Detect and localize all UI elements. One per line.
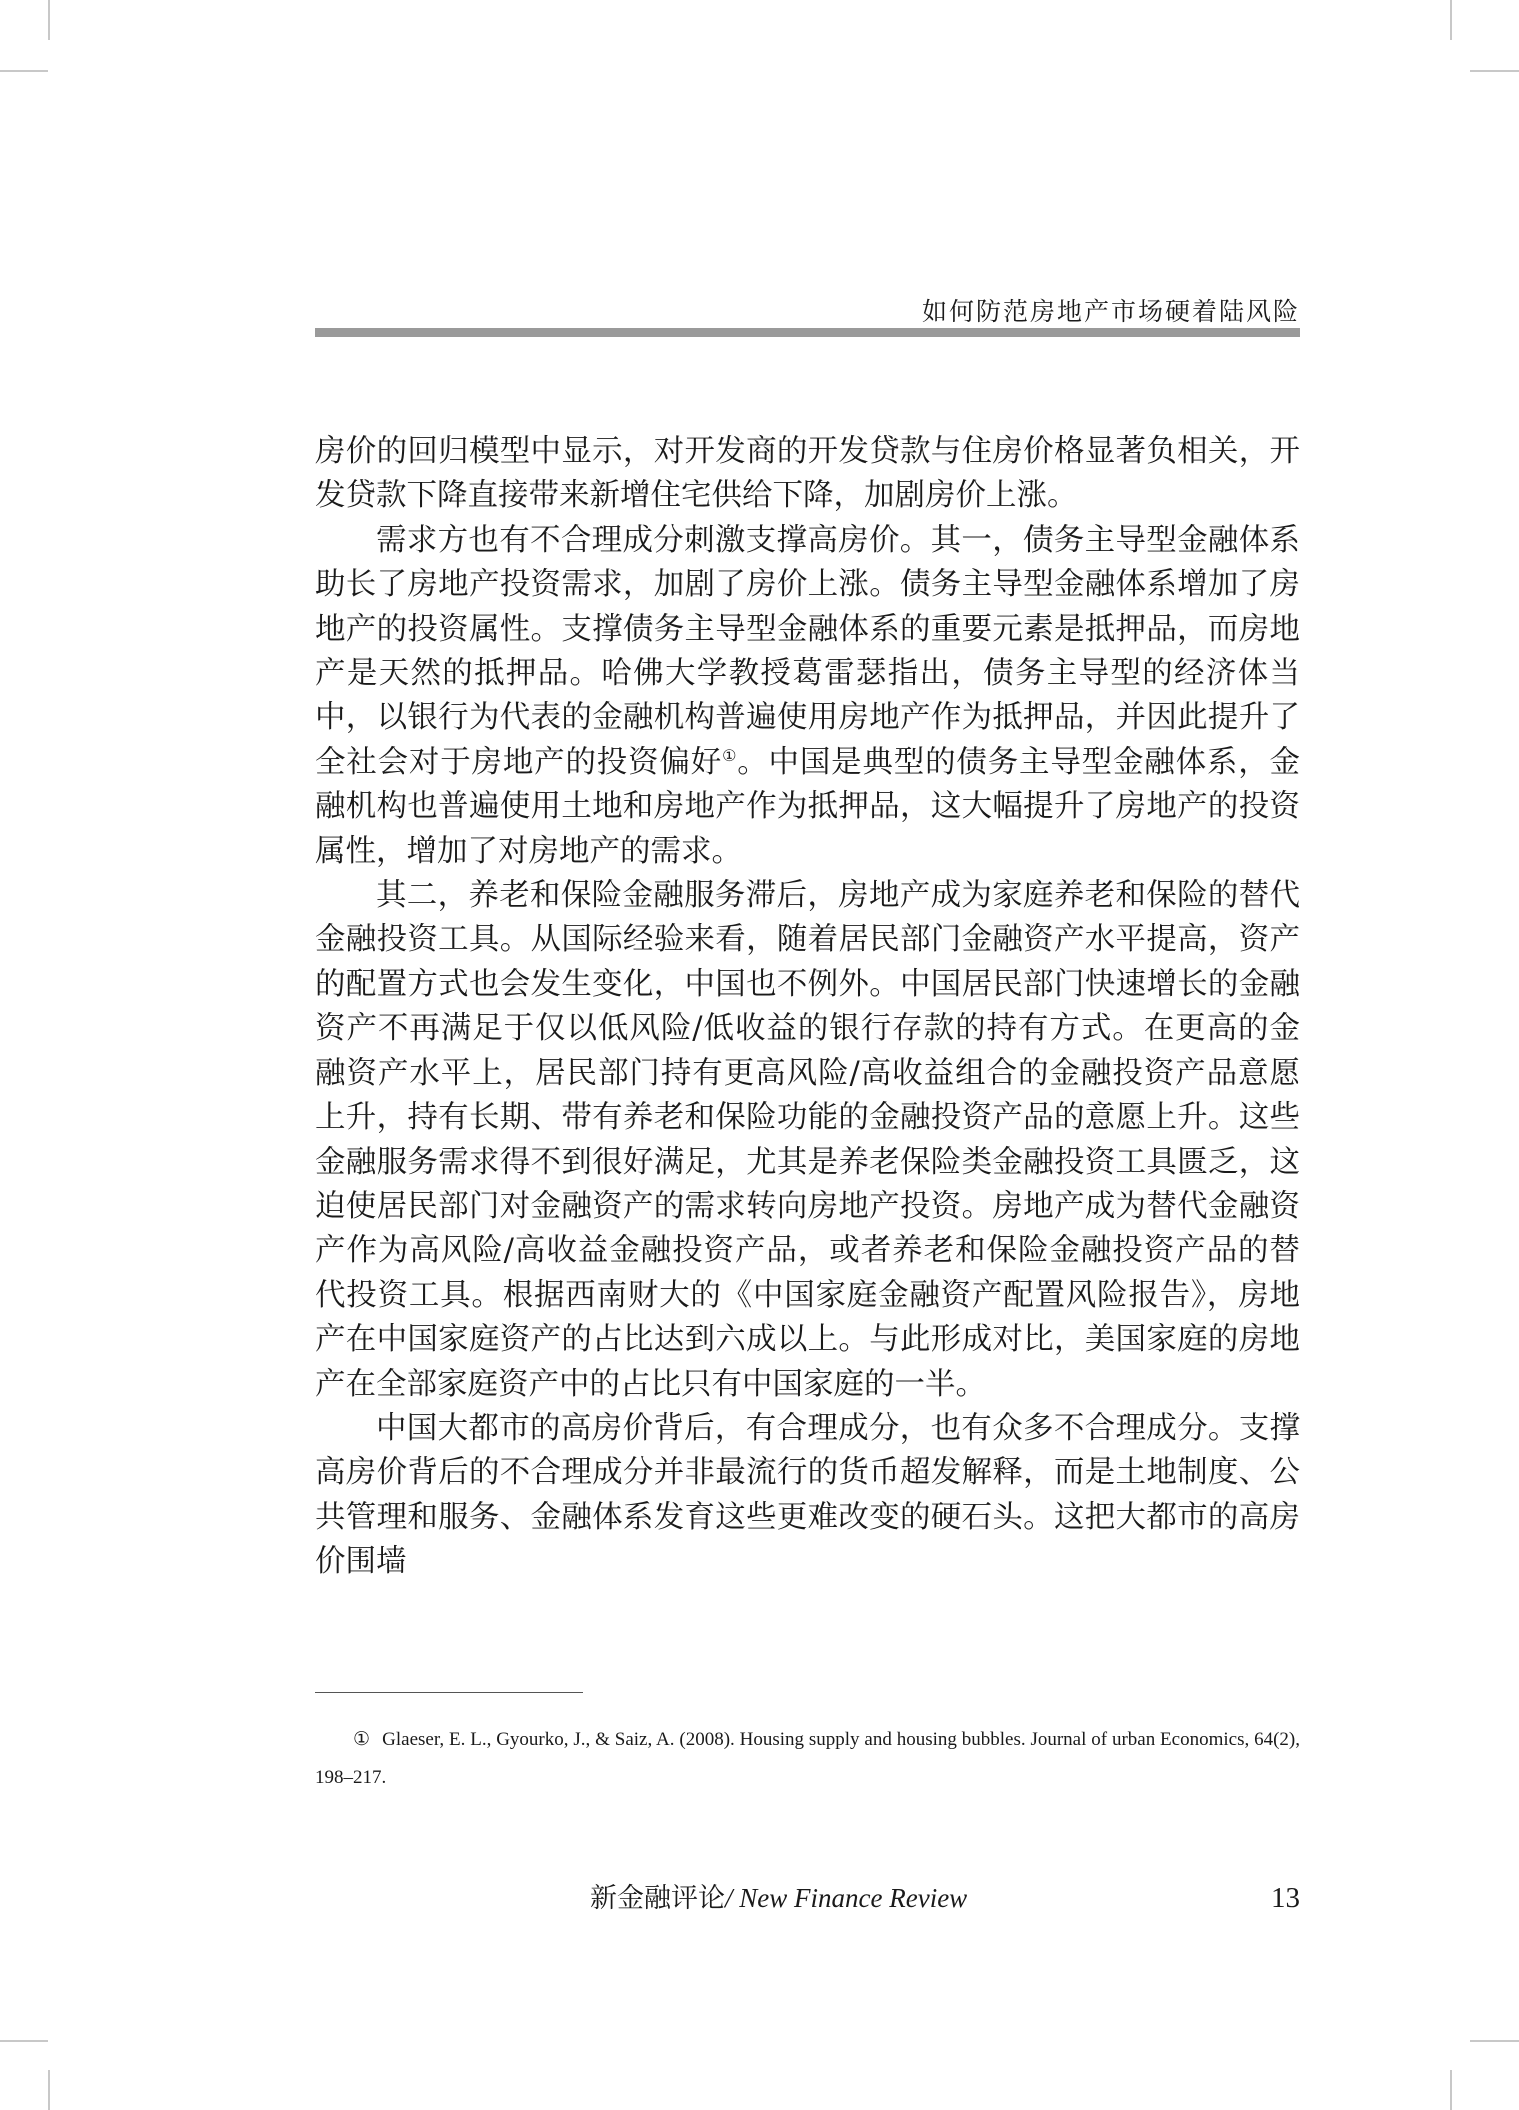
crop-mark-bottom-right-h (1470, 2040, 1519, 2042)
footnote-rule (315, 1692, 583, 1693)
paragraph-3: 其二，养老和保险金融服务滞后，房地产成为家庭养老和保险的替代金融投资工具。从国际经验来看，随着居民部门金融资产水平提高，资产的配置方式也会发生变化，中国也不例外。中国居民部门快速增长的金融资产不再满足于仅以低风险/低收益的银行存款的持有方式。在更高的金融资产水平上，居民部门持有更高风险/高收益组合的金融投资产品意愿上升，持有长期、带有养老和保险功能的金融投资产品的意愿上升。这些金融服务需求得不到很好满足，尤其是养老保险类金融投资工具匮乏，这迫使居民部门对金融资产的需求转向房地产投资。房地产成为替代金融资产作为高风险/高收益金融投资产品，或者养老和保险金融投资产品的替代投资工具。根据西南财大的《中国家庭金融资产配置风险报告》，房地产在中国家庭资产的占比达到六成以上。与此形成对比，美国家庭的房地产在全部家庭资产中的占比只有中国家庭的一半。 (315, 878, 1300, 1402)
paragraph-1: 房价的回归模型中显示，对开发商的开发贷款与住房价格显著负相关，开发贷款下降直接带来新增住宅供给下降，加剧房价上涨。 (315, 434, 1300, 514)
paragraph-2-continued: 。中国是典型的债务主导型金融体系，金融机构也普遍使用土地和房地产作为抵押品，这大幅提升了房地产的投资属性，增加了对房地产的需求。 (315, 744, 1301, 869)
body-text (315, 430, 1300, 1585)
crop-mark-bottom-left (48, 2070, 50, 2110)
header-rule (315, 328, 1300, 337)
crop-mark-top-right-h (1470, 70, 1519, 72)
running-header: 如何防范房地产市场硬着陆风险 (921, 297, 1300, 326)
page-number: 13 (1271, 1882, 1300, 1914)
journal-name-en: New Finance Review (739, 1883, 968, 1913)
footnote-text: Glaeser, E. L., Gyourko, J., & Saiz, A. (2008). Housing supply and housing bubbles. Journal of urban Economics, 64(2), 198–217. (315, 1729, 1300, 1788)
crop-mark-top-left (48, 0, 50, 40)
footnote-reference[interactable]: ① (722, 745, 738, 765)
paragraph-2 (315, 519, 1300, 874)
crop-mark-top-right (1450, 0, 1452, 40)
journal-footer (590, 1878, 967, 1919)
crop-mark-bottom-left-h (0, 2040, 48, 2042)
paragraph-4: 中国大都市的高房价背后，有合理成分，也有众多不合理成分。支撑高房价背后的不合理成分并非最流行的货币超发解释，而是土地制度、公共管理和服务、金融体系发育这些更难改变的硬石头。这把大都市的高房价围墙 (315, 1410, 1300, 1580)
paragraph-2-text: 需求方也有不合理成分刺激支撑高房价。其一，债务主导型金融体系助长了房地产投资需求，加剧了房价上涨。债务主导型金融体系增加了房地产的投资属性。支撑债务主导型金融体系的重要元素是抵押品，而房地产是天然的抵押品。哈佛大学教授葛雷瑟指出，债务主导型的经济体当中，以银行为代表的金融机构普遍使用房地产作为抵押品，并因此提升了全社会对于房地产的投资偏好 (315, 522, 1300, 780)
footnote-marker: ① (353, 1729, 371, 1750)
journal-separator: / (725, 1883, 740, 1913)
crop-mark-bottom-right (1450, 2070, 1452, 2110)
footnote (315, 1721, 1300, 1797)
journal-name-cn: 新金融评论 (590, 1883, 725, 1914)
crop-mark-top-left-h (0, 70, 48, 72)
